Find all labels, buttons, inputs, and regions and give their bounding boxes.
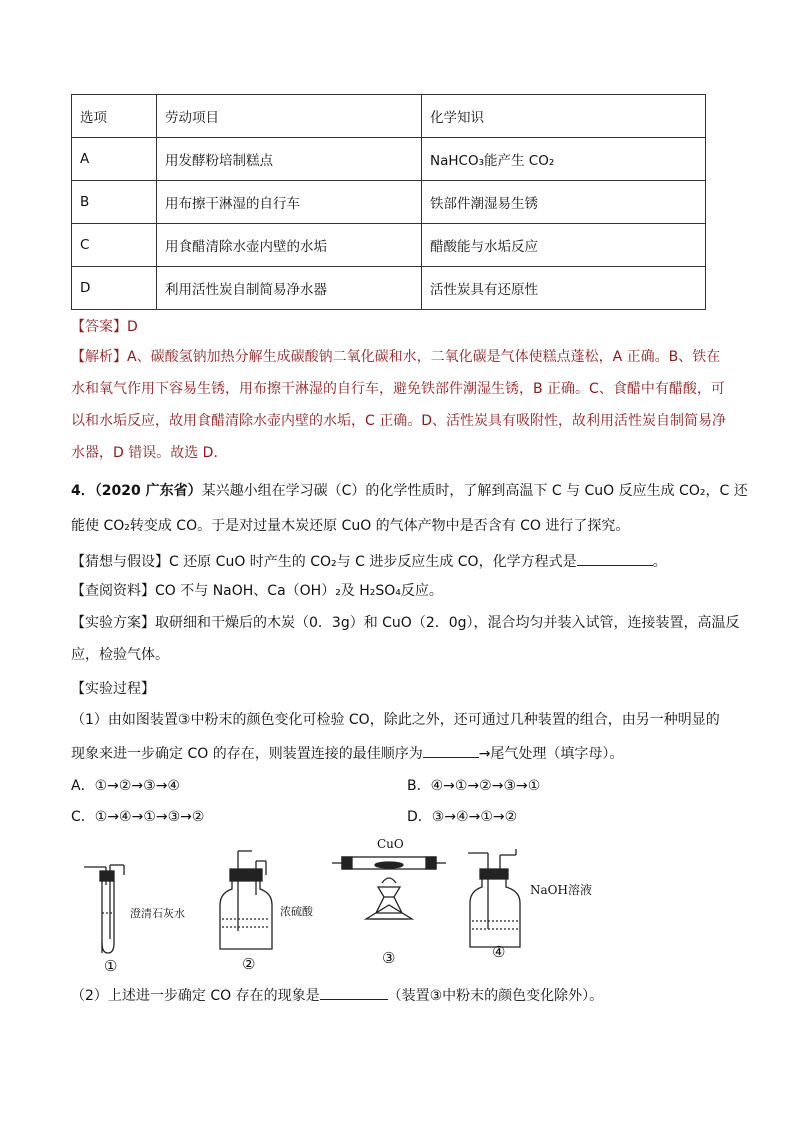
naoh-label: NaOH溶液 <box>530 883 592 897</box>
header-cell: 化学知识 <box>422 95 706 138</box>
apparatus-figure <box>80 835 620 975</box>
table-row <box>72 138 706 181</box>
limewater-label: 澄清石灰水 <box>130 907 185 920</box>
table-cell: 利用活性炭自制简易净水器 <box>157 267 422 310</box>
question-number: 4． <box>71 483 95 499</box>
test-tube-apparatus <box>84 865 124 953</box>
part1-text: 现象来进一步确定 CO 的存在，则装置连接的最佳顺序为 <box>71 746 423 762</box>
part2-text-end: （装置③中粉末的颜色变化除外）。 <box>387 988 604 1004</box>
option-a[interactable]: A．①→②→③→④ <box>71 778 180 794</box>
answer-blank[interactable] <box>423 743 479 758</box>
answer-line <box>71 318 731 336</box>
reference-text: CO 不与 NaOH、Ca（OH）₂及 H₂SO₄反应。 <box>155 583 443 599</box>
part1-line-2 <box>71 743 731 763</box>
plan-line-2: 应，检验气体。 <box>71 647 169 663</box>
cuo-label: CuO <box>377 837 404 851</box>
part1-line-1: （1）由如图装置③中粉末的颜色变化可检验 CO，除此之外，还可通过几种装置的组合，由另一种明显的 <box>71 712 720 728</box>
option-d[interactable]: D．③→④→①→② <box>407 809 518 825</box>
table-cell: 铁部件潮湿易生锈 <box>422 181 706 224</box>
part1-text-end: →尾气处理（填字母）。 <box>478 746 624 762</box>
analysis-text: A、碳酸氢钠加热分解生成碳酸钠二氧化碳和水，二氧化碳是气体使糕点蓬松，A 正确。B、铁在 <box>127 349 721 365</box>
reference-line <box>71 582 731 600</box>
answer-label: 【答案】 <box>71 319 127 335</box>
table-cell: 用发酵粉培制糕点 <box>157 138 422 181</box>
table-cell: 用布擦干淋湿的自行车 <box>157 181 422 224</box>
options-table <box>71 94 706 310</box>
hypothesis-text: C 还原 CuO 时产生的 CO₂与 C 进步反应生成 CO，化学方程式是 <box>169 554 577 570</box>
gas-bottle-4 <box>468 849 520 947</box>
part2-text: （2）上述进一步确定 CO 存在的现象是 <box>71 988 320 1004</box>
header-cell: 劳动项目 <box>157 95 422 138</box>
figure-number-1: ① <box>104 957 118 975</box>
table-cell: NaHCO₃能产生 CO₂ <box>422 138 706 181</box>
table-cell: B <box>72 181 157 224</box>
figure-number-2: ② <box>242 955 256 973</box>
table-row <box>72 224 706 267</box>
option-b[interactable]: B．④→①→②→③→① <box>407 778 541 794</box>
table-cell: D <box>72 267 157 310</box>
plan-label: 【实验方案】 <box>71 615 155 631</box>
table-cell: C <box>72 224 157 267</box>
header-cell: 选项 <box>72 95 157 138</box>
table-row <box>72 267 706 310</box>
part2-line <box>71 985 731 1005</box>
reference-label: 【查阅资料】 <box>71 583 155 599</box>
hypothesis-line <box>71 551 731 571</box>
figure-number-4: ④ <box>492 943 506 961</box>
table-cell: 用食醋清除水壶内壁的水垢 <box>157 224 422 267</box>
table-cell: 活性炭具有还原性 <box>422 267 706 310</box>
analysis-line-1 <box>71 348 731 366</box>
hypothesis-end: 。 <box>652 554 667 570</box>
option-c[interactable]: C．①→④→①→③→② <box>71 809 205 825</box>
plan-line-1 <box>71 614 740 632</box>
analysis-line-4: 水器，D 错误。故选 D． <box>71 445 228 461</box>
table-cell: 醋酸能与水垢反应 <box>422 224 706 267</box>
analysis-label: 【解析】 <box>71 349 127 365</box>
answer-blank[interactable] <box>577 551 653 566</box>
table-cell: A <box>72 138 157 181</box>
question-text: 某兴趣小组在学习碳（C）的化学性质时，了解到高温下 C 与 CuO 反应生成 CO₂，C 还 <box>201 483 748 499</box>
analysis-line-3: 以和水垢反应，故用食醋清除水壶内壁的水垢，C 正确。D、活性炭具有吸附性，故利用活性炭自制简易净 <box>71 413 727 429</box>
hypothesis-label: 【猜想与假设】 <box>71 554 169 570</box>
gas-bottle-2 <box>220 851 272 949</box>
heated-tube-3 <box>332 857 446 919</box>
question-intro-2: 能使 CO₂转变成 CO。于是对过量木炭还原 CuO 的气体产物中是否含有 CO 进行了探究。 <box>71 518 630 534</box>
table-header-row <box>72 95 706 138</box>
process-label: 【实验过程】 <box>71 681 155 697</box>
figure-number-3: ③ <box>382 949 396 967</box>
answer-value: D <box>127 319 138 335</box>
analysis-line-2: 水和氧气作用下容易生锈，用布擦干淋湿的自行车，避免铁部件潮湿生锈，B 正确。C、食醋中有醋酸，可 <box>71 381 725 397</box>
question-intro-1 <box>71 482 748 500</box>
question-source: （2020 广东省） <box>94 483 202 499</box>
table-row <box>72 181 706 224</box>
plan-text: 取研细和干燥后的木炭（0．3g）和 CuO（2．0g），混合均匀并装入试管，连接装置，高温反 <box>155 615 740 631</box>
answer-blank[interactable] <box>320 985 388 1000</box>
sulfuric-acid-label: 浓硫酸 <box>280 905 313 918</box>
